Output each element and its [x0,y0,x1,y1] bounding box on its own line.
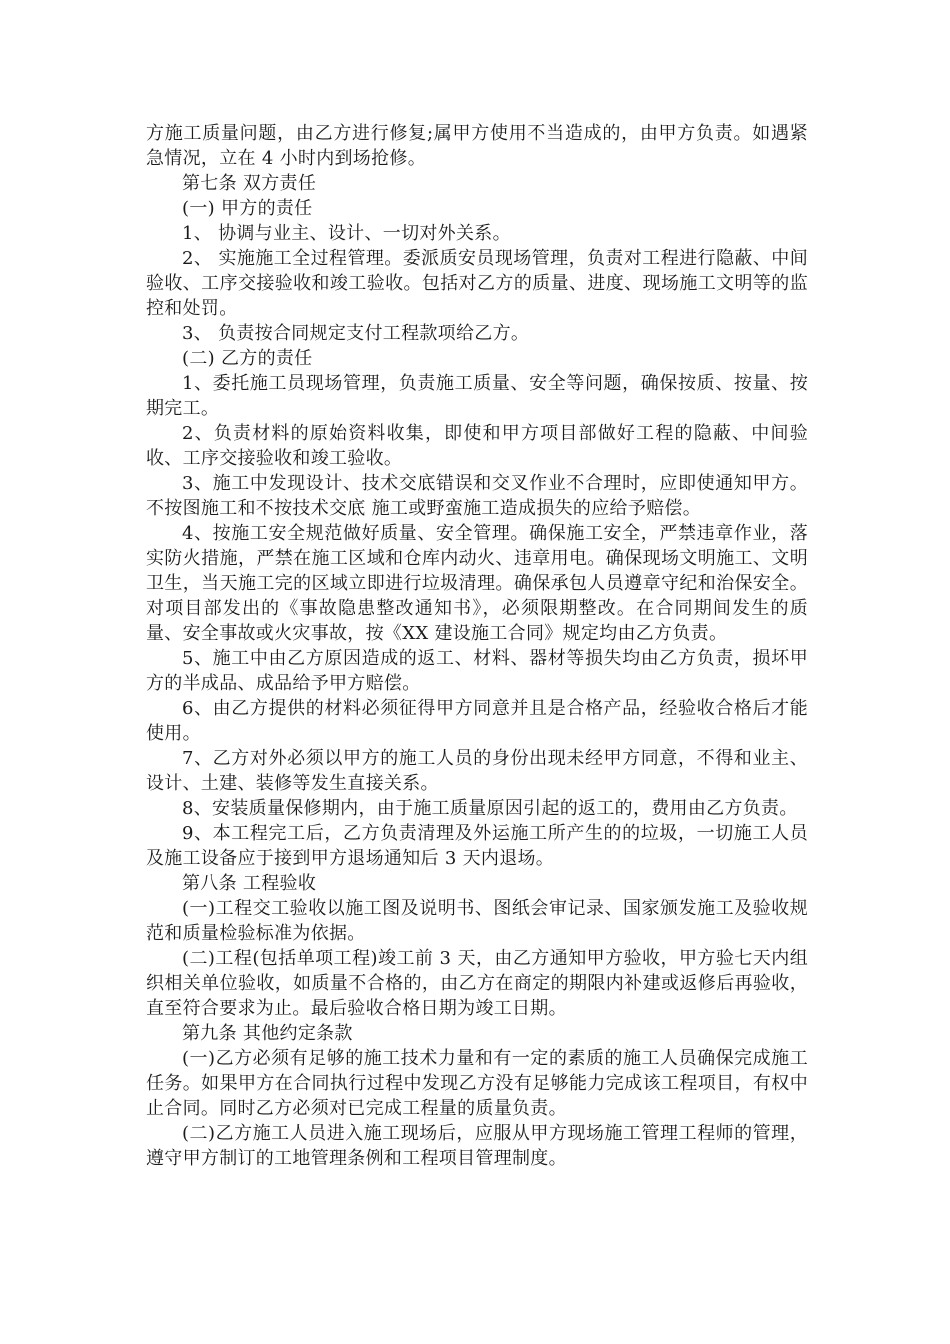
paragraph-b-1: 1、委托施工员现场管理，负责施工质量、安全等问题，确保按质、按量、按期完工。 [146,373,808,419]
paragraph-b-9: 9、本工程完工后，乙方负责清理及外运施工所产生的的垃圾，一切施工人员及施工设备应于接到甲方退场通知后 3 天内退场。 [146,823,808,869]
subsection-heading-party-b: (二) 乙方的责任 [182,348,313,369]
paragraph-b-7: 7、乙方对外必须以甲方的施工人员的身份出现未经甲方同意，不得和业主、设计、土建、装修等发生直接关系。 [146,748,808,794]
subsection-heading-party-a: (一) 甲方的责任 [182,198,313,219]
paragraph-b-4: 4、按施工安全规范做好质量、安全管理。确保施工安全，严禁违章作业，落实防火措施，严禁在施工区域和仓库内动火、违章用电。确保现场文明施工、文明卫生，当天施工完的区域立即进行垃圾清理。确保承包人员遵章守纪和治保安全。对项目部发出的《事故隐患整改通知书》，必须限期整改。在合同期间发生的质量、安全事故或火灾事故，按《XX 建设施工合同》规定均由乙方负责。 [146,523,808,644]
paragraph-b-2: 2、负责材料的原始资料收集，即使和甲方项目部做好工程的隐蔽、中间验收、工序交接验收和竣工验收。 [146,423,808,469]
paragraph-8-2: (二)工程(包括单项工程)竣工前 3 天，由乙方通知甲方验收，甲方验七天内组织相关单位验收，如质量不合格的，由乙方在商定的期限内补建或返修后再验收，直至符合要求为止。最后验收合格日期为竣工日期。 [146,948,808,1019]
paragraph-b-8: 8、安装质量保修期内，由于施工质量原因引起的返工的，费用由乙方负责。 [182,798,798,819]
paragraph-a-2: 2、 实施施工全过程管理。委派质安员现场管理，负责对工程进行隐蔽、中间验收、工序交接验收和竣工验收。包括对乙方的质量、进度、现场施工文明等的监控和处罚。 [146,248,808,319]
paragraph-b-6: 6、由乙方提供的材料必须征得甲方同意并且是合格产品，经验收合格后才能使用。 [146,698,808,744]
section-heading-7: 第七条 双方责任 [182,173,317,194]
paragraph-b-5: 5、施工中由乙方原因造成的返工、材料、器材等损失均由乙方负责，损坏甲方的半成品、成品给予甲方赔偿。 [146,648,808,694]
section-heading-9: 第九条 其他约定条款 [182,1023,353,1044]
paragraph-8-1: (一)工程交工验收以施工图及说明书、图纸会审记录、国家颁发施工及验收规范和质量检验标准为依据。 [146,898,808,944]
paragraph-1: 方施工质量问题，由乙方进行修复;属甲方使用不当造成的，由甲方负责。如遇紧急情况，立在 4 小时内到场抢修。 [146,123,808,169]
paragraph-a-3: 3、 负责按合同规定支付工程款项给乙方。 [182,323,530,344]
paragraph-b-3: 3、施工中发现设计、技术交底错误和交叉作业不合理时，应即使通知甲方。不按图施工和不按技术交底 施工或野蛮施工造成损失的应给予赔偿。 [146,473,808,519]
paragraph-9-1: (一)乙方必须有足够的施工技术力量和有一定的素质的施工人员确保完成施工任务。如果甲方在合同执行过程中发现乙方没有足够能力完成该工程项目，有权中止合同。同时乙方必须对已完成工程量的质量负责。 [146,1048,808,1119]
paragraph-a-1: 1、 协调与业主、设计、一切对外关系。 [182,223,511,244]
paragraph-9-2: (二)乙方施工人员进入施工现场后，应服从甲方现场施工管理工程师的管理，遵守甲方制订的工地管理条例和工程项目管理制度。 [146,1123,808,1169]
section-heading-8: 第八条 工程验收 [182,873,317,894]
document-body [146,121,808,1171]
